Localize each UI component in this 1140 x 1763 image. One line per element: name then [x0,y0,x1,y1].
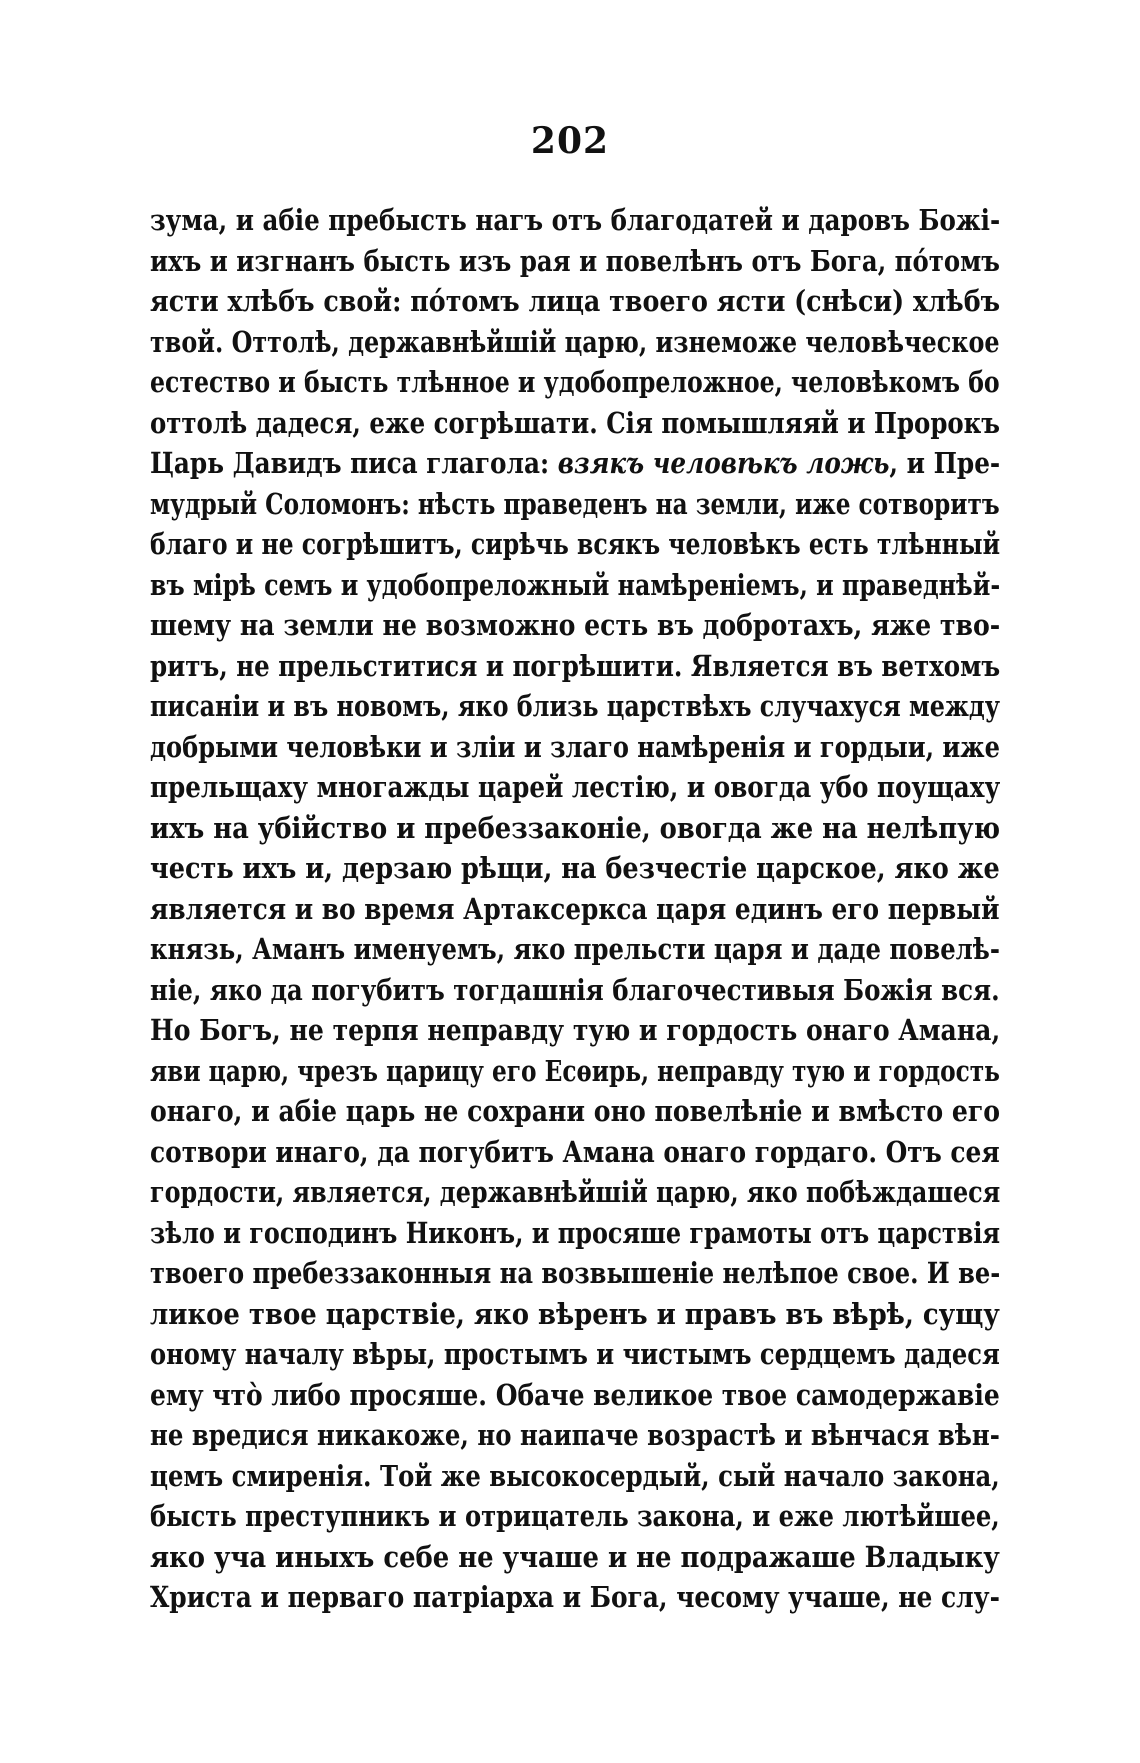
text-line: Христа и перваго патріарха и Бога, чесому учаше, не слу- [150,1580,1000,1614]
text-line: яко уча иныхъ себе не учаше и не подражаше Владыку [150,1539,1000,1574]
text-line: цемъ смиренія. Той же высокосердый, сый начало закона, [150,1458,1000,1493]
text-segment: Царь Давидъ писа глагола: [150,446,558,480]
text-line: прельщаху многажды царей лестію, и овогда убо поущаху [150,770,1000,804]
text-line: мудрый Соломонъ: нѣсть праведенъ на земли, иже сотворитъ [150,486,1000,521]
text-line: благо и не согрѣшитъ, сирѣчь всякъ человѣкъ есть тлѣнный [150,527,1000,561]
text-line: ихъ на убійство и пребеззаконіе, овогда же на нелѣпую [150,810,1000,845]
body-text [150,200,1000,1618]
text-line: является и во время Артаксеркса царя единъ его первый [150,891,1000,926]
text-line: онаго, и абіе царь не сохрани оно повелѣніе и вмѣсто его [150,1094,1000,1128]
text-line: зѣло и господинъ Никонъ, и просяше грамоты отъ царствія [150,1215,1000,1250]
text-line: шему на земли не возможно есть въ добротахъ, яже тво- [150,608,1000,642]
text-line: сотвори инаго, да погубитъ Амана онаго гордаго. Отъ сея [150,1134,1000,1169]
text-line: ніе, яко да погубитъ тогдашнія благочестивыя Божія вся. [150,972,1000,1007]
text-line: ликое твое царствіе, яко вѣренъ и правъ въ вѣрѣ, сущу [150,1296,1000,1331]
text-line: оному началу вѣры, простымъ и чистымъ сердцемъ дадеся [150,1337,1000,1371]
text-line: князь, Аманъ именуемъ, яко прельсти царя и даде повелѣ- [150,932,1000,966]
text-line: естество и бысть тлѣнное и удобопреложное, человѣкомъ бо [150,365,1000,399]
text-line: добрыми человѣки и зліи и злаго намѣренія и гордыи, иже [150,729,1000,764]
italic-quote: взякъ человѣкъ ложь [557,446,890,480]
text-line: не вредися никакоже, но наипаче возрастѣ и вѣнчася вѣн- [150,1418,1000,1452]
text-line: оттолѣ дадеся, еже согрѣшати. Сія помышляяй и Пророкъ [150,405,1000,440]
text-line: твоего пребеззаконныя на возвышеніе нелѣпое свое. И ве- [150,1256,1000,1290]
text-line: зума, и абіе пребысть нагъ отъ благодатей и даровъ Божі- [150,203,1000,237]
text-line: ясти хлѣбъ свой: пóтомъ лица твоего ясти (снѣси) хлѣбъ [150,284,1000,318]
text-line: честь ихъ и, дерзаю рѣщи, на безчестіе царское, яко же [150,851,1000,885]
page-number: 202 [530,120,610,162]
text-line: писаніи и въ новомъ, яко близь царствѣхъ случахуся между [150,689,1000,723]
text-segment: , и Пре- [889,446,1000,480]
text-line: въ мірѣ семъ и удобопреложный намѣреніемъ, и праведнѣй- [150,567,1000,602]
text-line: гордости, является, державнѣйшій царю, яко побѣждашеся [150,1175,1000,1209]
text-line: ритъ, не прельститися и погрѣшити. Является въ ветхомъ [150,648,1000,683]
text-line-with-quote [150,443,1000,484]
text-line: бысть преступникъ и отрицатель закона, и еже лютѣйшее, [150,1499,1000,1533]
text-line: ему чтò либо просяше. Обаче великое твое самодержавіе [150,1377,1000,1412]
text-line: яви царю, чрезъ царицу его Есѳирь, неправду тую и гордость [150,1053,1000,1088]
text-line: твой. Оттолѣ, державнѣйшій царю, изнеможе человѣческое [150,324,1000,359]
text-line: ихъ и изгнанъ бысть изъ рая и повелѣнъ отъ Бога, пóтомъ [150,243,1000,278]
text-line: Но Богъ, не терпя неправду тую и гордость онаго Амана, [150,1013,1000,1047]
